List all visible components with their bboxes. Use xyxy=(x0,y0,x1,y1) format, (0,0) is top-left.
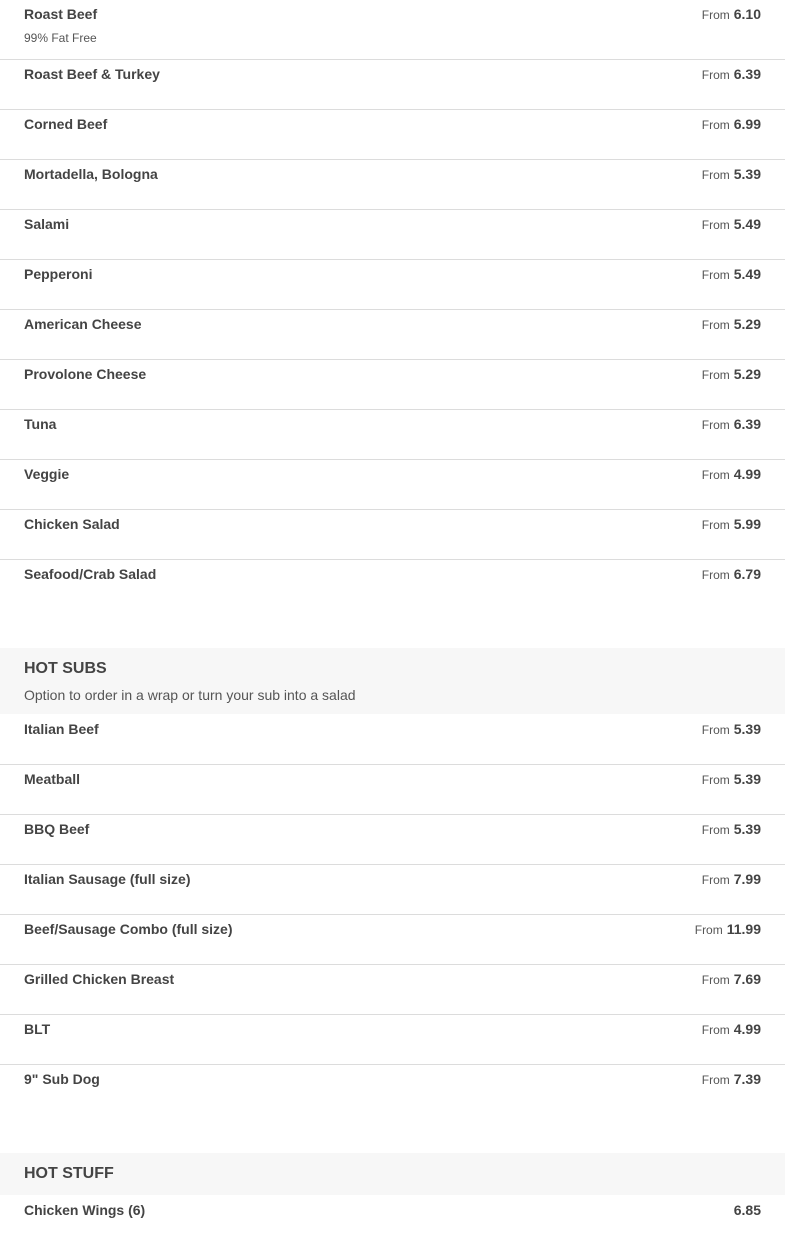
item-price xyxy=(702,871,761,889)
item-name: Roast Beef & Turkey xyxy=(24,66,160,82)
price-value: 7.99 xyxy=(733,871,761,887)
menu-item-roast-beef-turkey[interactable] xyxy=(0,60,785,110)
price-prefix: From xyxy=(701,823,730,837)
menu-item-pepperoni[interactable] xyxy=(0,260,785,310)
item-description: 99% Fat Free xyxy=(24,31,97,45)
item-price xyxy=(702,116,761,134)
price-prefix: From xyxy=(701,973,730,987)
item-price xyxy=(702,316,761,334)
price-prefix: From xyxy=(701,118,730,132)
item-price xyxy=(702,1071,761,1089)
price-value: 5.49 xyxy=(733,266,761,282)
price-prefix: From xyxy=(701,468,730,482)
section-title: HOT SUBS xyxy=(24,660,107,677)
item-price xyxy=(702,516,761,534)
price-value: 5.99 xyxy=(733,516,761,532)
price-prefix: From xyxy=(701,8,730,22)
price-prefix: From xyxy=(701,873,730,887)
item-name: Italian Sausage (full size) xyxy=(24,871,191,887)
price-value: 5.49 xyxy=(733,216,761,232)
menu-item-provolone-cheese[interactable] xyxy=(0,360,785,410)
item-name: Provolone Cheese xyxy=(24,366,147,382)
menu-item-corned-beef[interactable] xyxy=(0,110,785,160)
price-value: 11.99 xyxy=(726,921,761,937)
price-value: 6.79 xyxy=(733,566,761,582)
menu-item-salami[interactable] xyxy=(0,210,785,260)
menu-item-mortadella-bologna[interactable] xyxy=(0,160,785,210)
item-name: BLT xyxy=(24,1021,51,1037)
price-prefix: From xyxy=(701,568,730,582)
menu-item-roast-beef[interactable] xyxy=(0,0,785,60)
price-value: 4.99 xyxy=(733,1021,761,1037)
item-price xyxy=(702,266,761,284)
item-name: Tuna xyxy=(24,416,57,432)
item-price xyxy=(702,66,761,84)
item-price xyxy=(702,821,761,839)
section-header-hot-stuff xyxy=(0,1153,785,1195)
price-prefix: From xyxy=(701,1073,730,1087)
price-prefix: From xyxy=(701,368,730,382)
price-value: 6.99 xyxy=(733,116,761,132)
item-price xyxy=(702,721,761,739)
item-name: Italian Beef xyxy=(24,721,99,737)
price-value: 5.29 xyxy=(733,316,761,332)
menu-item-chicken-wings[interactable] xyxy=(0,1196,785,1234)
price-prefix: From xyxy=(701,773,730,787)
item-name: Chicken Wings (6) xyxy=(24,1202,146,1218)
menu-item-seafood-crab-salad[interactable] xyxy=(0,560,785,648)
menu-item-bbq-beef[interactable] xyxy=(0,815,785,865)
menu-item-chicken-salad[interactable] xyxy=(0,510,785,560)
menu-item-italian-sausage[interactable] xyxy=(0,865,785,915)
price-prefix: From xyxy=(701,68,730,82)
item-name: BBQ Beef xyxy=(24,821,90,837)
section-title: HOT STUFF xyxy=(24,1165,114,1182)
price-prefix: From xyxy=(701,1023,730,1037)
menu-item-beef-sausage-combo[interactable] xyxy=(0,915,785,965)
item-price xyxy=(702,216,761,234)
item-name: Mortadella, Bologna xyxy=(24,166,158,182)
section-description: Option to order in a wrap or turn your sub into a salad xyxy=(24,687,356,703)
item-name: Salami xyxy=(24,216,70,232)
section-header-hot-subs xyxy=(0,648,785,714)
item-name: American Cheese xyxy=(24,316,142,332)
price-value: 7.39 xyxy=(733,1071,761,1087)
item-name: Corned Beef xyxy=(24,116,108,132)
menu-item-american-cheese[interactable] xyxy=(0,310,785,360)
price-value: 5.39 xyxy=(733,166,761,182)
item-price xyxy=(702,416,761,434)
price-value: 6.10 xyxy=(733,6,761,22)
price-prefix: From xyxy=(701,218,730,232)
item-price xyxy=(702,771,761,789)
menu-item-tuna[interactable] xyxy=(0,410,785,460)
item-name: Pepperoni xyxy=(24,266,93,282)
price-prefix: From xyxy=(701,318,730,332)
item-name: Beef/Sausage Combo (full size) xyxy=(24,921,233,937)
item-name: 9" Sub Dog xyxy=(24,1071,100,1087)
item-price xyxy=(702,366,761,384)
item-name: Chicken Salad xyxy=(24,516,120,532)
price-prefix: From xyxy=(701,268,730,282)
item-price xyxy=(702,971,761,989)
price-value: 6.39 xyxy=(733,416,761,432)
item-name: Meatball xyxy=(24,771,81,787)
item-name: Roast Beef xyxy=(24,6,98,22)
item-price xyxy=(702,466,761,484)
price-value: 6.85 xyxy=(733,1202,761,1218)
item-name: Veggie xyxy=(24,466,70,482)
price-prefix: From xyxy=(701,168,730,182)
price-prefix: From xyxy=(694,923,723,937)
item-price xyxy=(702,1021,761,1039)
price-prefix: From xyxy=(701,518,730,532)
menu-item-veggie[interactable] xyxy=(0,460,785,510)
price-value: 4.99 xyxy=(733,466,761,482)
price-value: 5.29 xyxy=(733,366,761,382)
price-prefix: From xyxy=(701,723,730,737)
item-price xyxy=(702,166,761,184)
price-value: 5.39 xyxy=(733,721,761,737)
item-name: Seafood/Crab Salad xyxy=(24,566,157,582)
price-value: 7.69 xyxy=(733,971,761,987)
item-price xyxy=(702,566,761,584)
item-price xyxy=(702,6,761,24)
menu-item-grilled-chicken-breast[interactable] xyxy=(0,965,785,1015)
item-price xyxy=(695,921,761,939)
menu-item-sub-dog[interactable] xyxy=(0,1065,785,1153)
price-value: 5.39 xyxy=(733,771,761,787)
price-prefix: From xyxy=(701,418,730,432)
price-value: 5.39 xyxy=(733,821,761,837)
menu-item-italian-beef[interactable] xyxy=(0,715,785,765)
item-name: Grilled Chicken Breast xyxy=(24,971,175,987)
menu-item-blt[interactable] xyxy=(0,1015,785,1065)
item-price xyxy=(734,1202,761,1220)
price-value: 6.39 xyxy=(733,66,761,82)
menu-item-meatball[interactable] xyxy=(0,765,785,815)
